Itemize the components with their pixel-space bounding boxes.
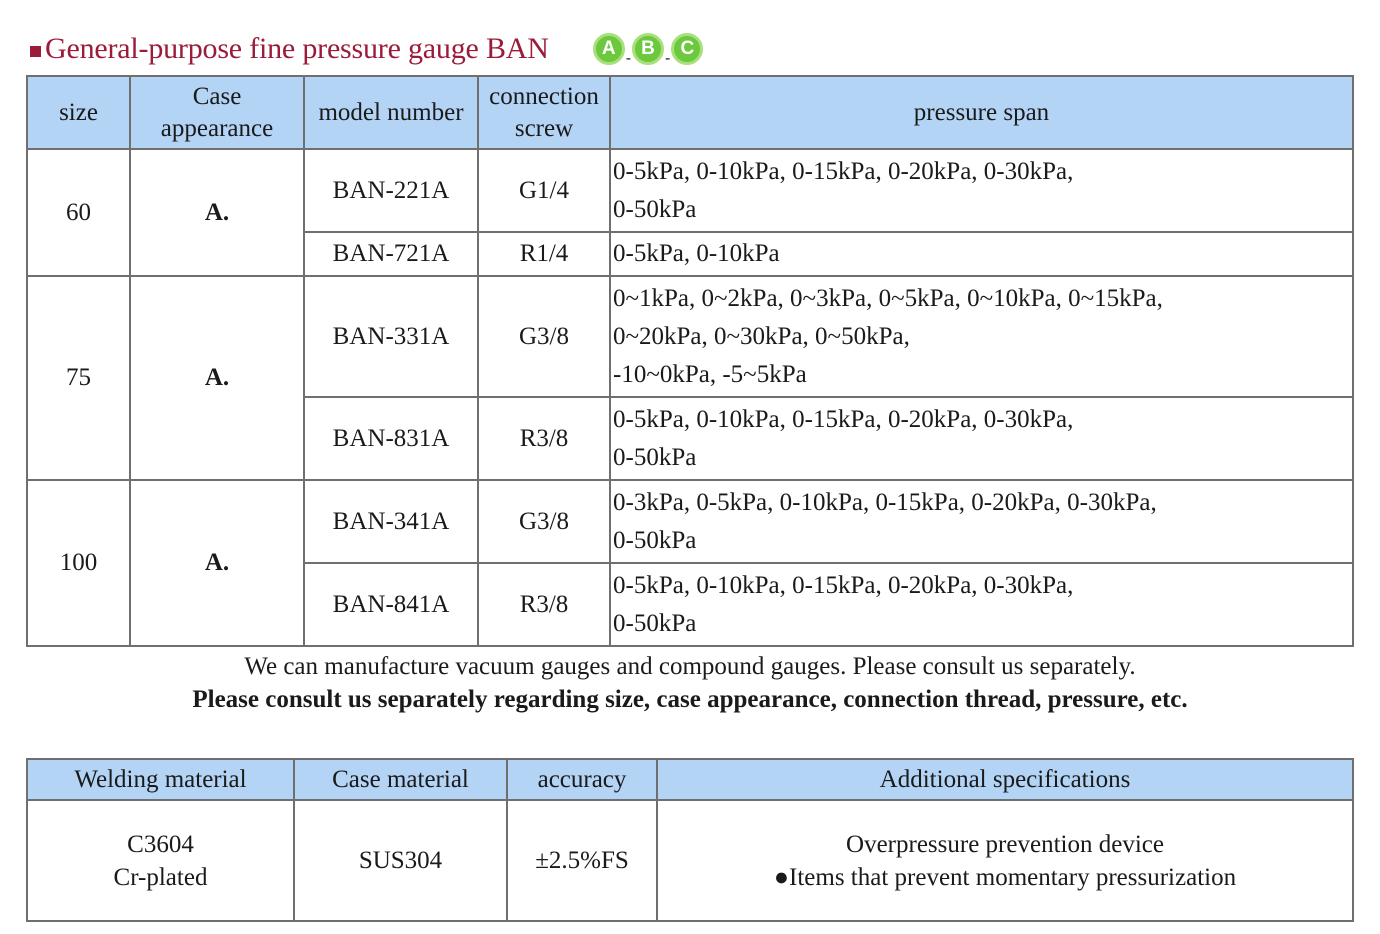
screw-cell: R3/8 (478, 397, 610, 480)
size-cell: 75 (27, 276, 130, 480)
screw-cell: G1/4 (478, 149, 610, 232)
span-line: 0-50kPa (613, 443, 697, 471)
header-accuracy: accuracy (507, 759, 657, 800)
screw-cell: R3/8 (478, 563, 610, 646)
model-cell: BAN-721A (304, 232, 478, 276)
square-bullet-icon (30, 46, 41, 57)
span-line: -10~0kPa, -5~5kPa (613, 360, 807, 388)
model-cell: BAN-831A (304, 397, 478, 480)
appearance-cell: A. (130, 149, 304, 276)
size-cell: 60 (27, 149, 130, 276)
header-case-appearance (130, 76, 304, 149)
table-row (27, 276, 1353, 397)
table-row (27, 149, 1353, 232)
span-line: 0~20kPa, 0~30kPa, 0~50kPa, (613, 322, 910, 350)
spec-header-row (27, 76, 1353, 149)
span-line: 0-5kPa, 0-10kPa, 0-15kPa, 0-20kPa, 0-30kPa, (613, 157, 1074, 185)
spec-table (26, 75, 1354, 647)
header-case-appearance-label: Case appearance (160, 82, 274, 142)
welding-material-cell (27, 800, 294, 921)
screw-cell: G3/8 (478, 480, 610, 563)
welding-material-line: Cr-plated (113, 863, 208, 891)
header-pressure-span: pressure span (610, 76, 1353, 149)
material-table (26, 758, 1354, 922)
span-line: 0-50kPa (613, 609, 697, 637)
screw-cell: G3/8 (478, 276, 610, 397)
pressure-span-cell (610, 480, 1353, 563)
model-cell: BAN-331A (304, 276, 478, 397)
badge-b-icon: B (632, 33, 664, 65)
badge-a-icon: A (593, 33, 625, 65)
header-connection-screw (478, 76, 610, 149)
header-size: size (27, 76, 130, 149)
badge-separator: - (665, 50, 671, 67)
span-line: 0-3kPa, 0-5kPa, 0-10kPa, 0-15kPa, 0-20kPa, 0-30kPa, (613, 488, 1157, 516)
appearance-cell: A. (130, 276, 304, 480)
accuracy-cell: ±2.5%FS (507, 800, 657, 921)
note-line-bold: Please consult us separately regarding size, case appearance, connection thread, pressure, etc. (192, 686, 1188, 713)
table-row (27, 480, 1353, 563)
span-line: 0-50kPa (613, 526, 697, 554)
pressure-span-cell (610, 563, 1353, 646)
pressure-span-cell (610, 149, 1353, 232)
screw-cell: R1/4 (478, 232, 610, 276)
material-header-row (27, 759, 1353, 800)
header-case-material: Case material (294, 759, 507, 800)
badge-c-icon: C (671, 33, 703, 65)
model-cell: BAN-221A (304, 149, 478, 232)
header-welding-material: Welding material (27, 759, 294, 800)
pressure-span-cell (610, 232, 1353, 276)
span-line: 0-50kPa (613, 195, 697, 223)
span-line: 0~1kPa, 0~2kPa, 0~3kPa, 0~5kPa, 0~10kPa, 0~15kPa, (613, 284, 1163, 312)
pressure-span-cell (610, 397, 1353, 480)
additional-specs-cell (657, 800, 1353, 921)
page-title (30, 24, 703, 74)
notes (26, 650, 1354, 716)
header-connection-screw-label: connection screw (489, 82, 599, 142)
badge-separator: - (625, 50, 632, 67)
appearance-badges (593, 33, 704, 65)
span-line: 0-5kPa, 0-10kPa, 0-15kPa, 0-20kPa, 0-30kPa, (613, 571, 1074, 599)
pressure-span-cell (610, 276, 1353, 397)
case-material-cell: SUS304 (294, 800, 507, 921)
welding-material-line: C3604 (127, 830, 194, 858)
span-line: 0-5kPa, 0-10kPa (613, 240, 780, 267)
table-row (27, 800, 1353, 921)
header-additional-specs: Additional specifications (657, 759, 1353, 800)
header-model-number: model number (304, 76, 478, 149)
model-cell: BAN-341A (304, 480, 478, 563)
title-text: General-purpose fine pressure gauge BAN (45, 32, 549, 65)
span-line: 0-5kPa, 0-10kPa, 0-15kPa, 0-20kPa, 0-30kPa, (613, 405, 1074, 433)
additional-spec-line: ●Items that prevent momentary pressurization (773, 863, 1237, 891)
appearance-cell: A. (130, 480, 304, 646)
model-cell: BAN-841A (304, 563, 478, 646)
note-line: We can manufacture vacuum gauges and compound gauges. Please consult us separately. (244, 653, 1136, 680)
size-cell: 100 (27, 480, 130, 646)
additional-spec-line: Overpressure prevention device (846, 830, 1164, 858)
